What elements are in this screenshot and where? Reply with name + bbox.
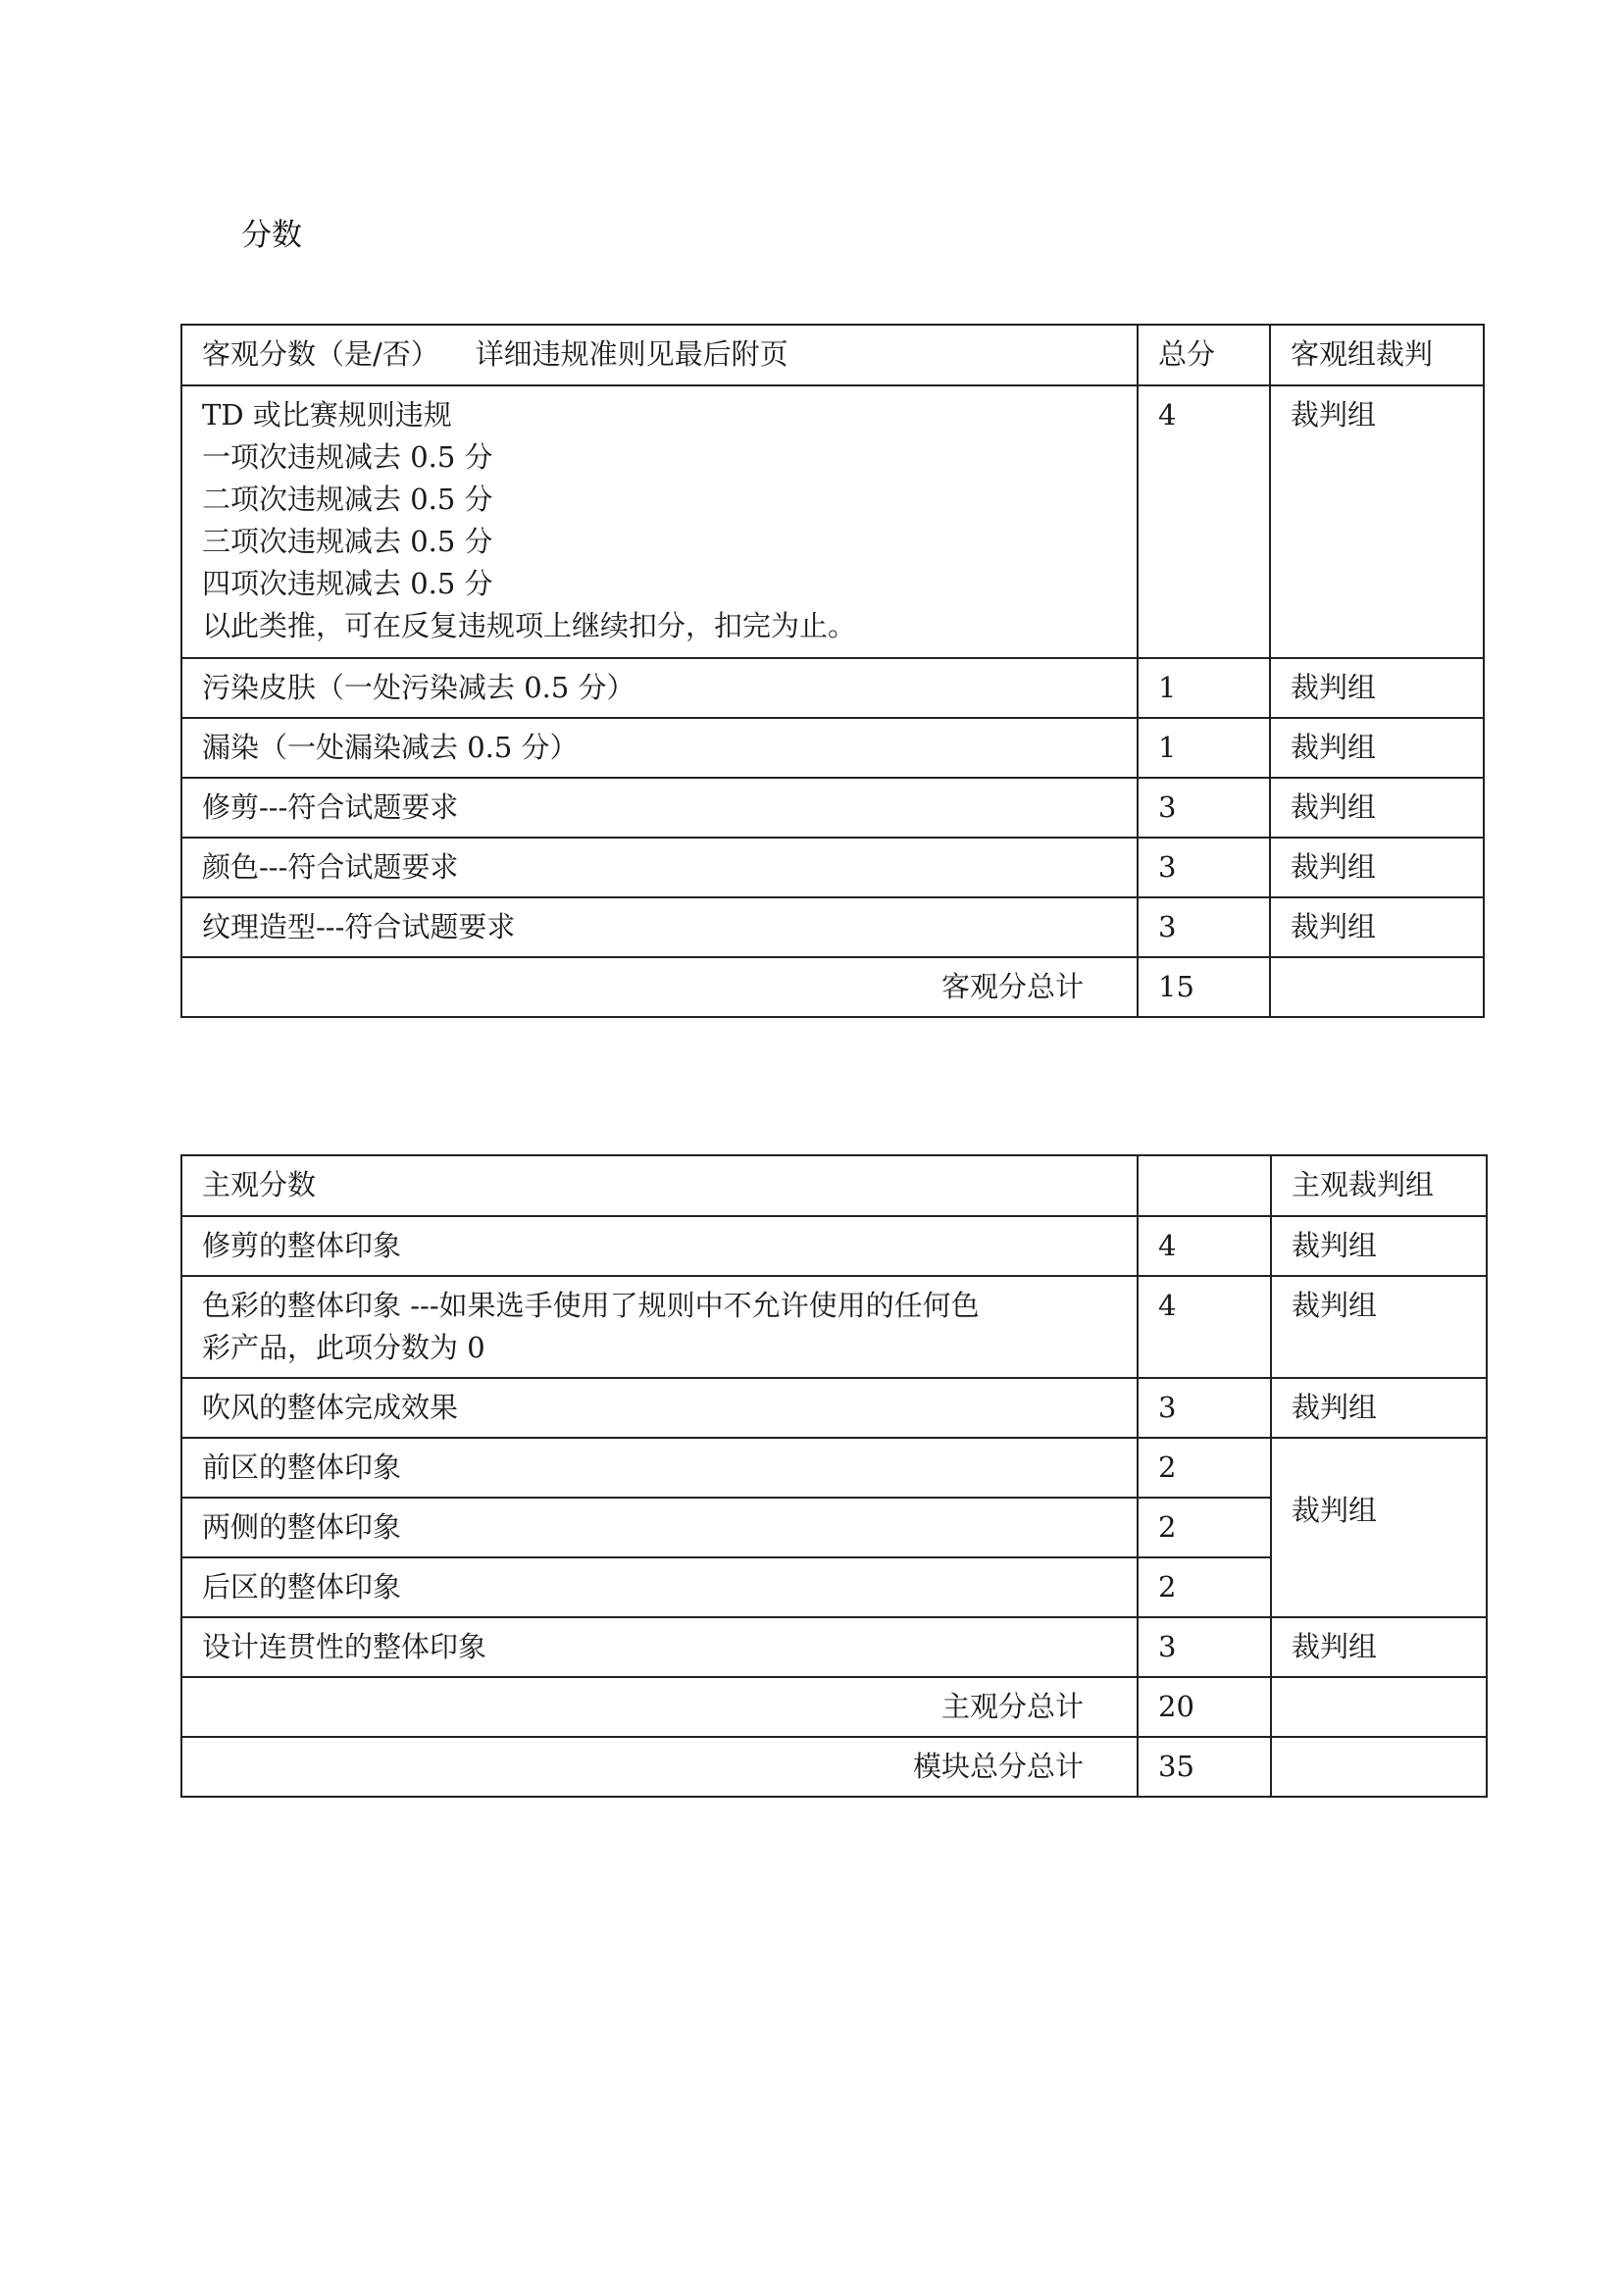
judge-cell: 裁判组 xyxy=(1271,1378,1487,1438)
score-cell: 2 xyxy=(1138,1498,1271,1557)
objective-judge-header: 客观组裁判 xyxy=(1270,325,1484,385)
table-row xyxy=(181,1276,1487,1378)
table-row xyxy=(181,838,1484,897)
judge-cell: 裁判组 xyxy=(1270,838,1484,897)
table-row xyxy=(181,778,1484,838)
criteria-cell xyxy=(181,1276,1138,1378)
judge-cell: 裁判组 xyxy=(1270,897,1484,957)
score-cell: 1 xyxy=(1138,718,1270,778)
criteria-line: 以此类推，可在反复违规项上继续扣分，扣完为止。 xyxy=(202,609,857,642)
subjective-total-label: 主观分总计 xyxy=(181,1677,1138,1737)
table-row xyxy=(181,1378,1487,1438)
criteria-line: TD 或比赛规则违规 xyxy=(202,398,452,432)
objective-criteria-header: 客观分数（是/否） 详细违规准则见最后附页 xyxy=(181,325,1138,385)
score-cell: 3 xyxy=(1138,778,1270,838)
empty-cell xyxy=(1271,1737,1487,1797)
table-header-row xyxy=(181,1155,1487,1216)
criteria-cell xyxy=(181,778,1138,838)
merged-judge-cell: 裁判组 xyxy=(1271,1438,1487,1617)
judge-cell: 裁判组 xyxy=(1270,778,1484,838)
criteria-line: 三项次违规减去 0.5 分 xyxy=(202,525,493,558)
empty-cell xyxy=(1270,957,1484,1017)
empty-cell xyxy=(1271,1677,1487,1737)
score-cell: 4 xyxy=(1138,385,1270,658)
subjective-score-table xyxy=(180,1154,1488,1798)
criteria-cell xyxy=(181,838,1138,897)
criteria-cell xyxy=(181,897,1138,957)
judge-cell: 裁判组 xyxy=(1270,718,1484,778)
criteria-line: 吹风的整体完成效果 xyxy=(202,1391,459,1424)
criteria-line: 彩产品，此项分数为 0 xyxy=(202,1331,485,1364)
objective-total-row xyxy=(181,957,1484,1017)
judge-cell: 裁判组 xyxy=(1271,1216,1487,1276)
criteria-line: 两侧的整体印象 xyxy=(202,1510,402,1544)
criteria-line: 漏染（一处漏染减去 0.5 分） xyxy=(202,731,579,764)
criteria-line: 一项次违规减去 0.5 分 xyxy=(202,440,493,474)
objective-score-table xyxy=(180,324,1485,1018)
criteria-line: 四项次违规减去 0.5 分 xyxy=(202,567,493,600)
grand-total-label: 模块总分总计 xyxy=(181,1737,1138,1797)
judge-cell: 裁判组 xyxy=(1270,658,1484,718)
subjective-total-row xyxy=(181,1677,1487,1737)
criteria-cell xyxy=(181,1557,1138,1617)
table-header-row xyxy=(181,325,1484,385)
criteria-line: 后区的整体印象 xyxy=(202,1570,402,1604)
criteria-cell xyxy=(181,1617,1138,1677)
grand-total-score: 35 xyxy=(1138,1737,1271,1797)
criteria-line: 颜色---符合试题要求 xyxy=(202,850,459,884)
criteria-cell xyxy=(181,1498,1138,1557)
score-cell: 3 xyxy=(1138,1617,1271,1677)
criteria-line: 色彩的整体印象 ---如果选手使用了规则中不允许使用的任何色 xyxy=(202,1289,980,1322)
score-cell: 3 xyxy=(1138,897,1270,957)
score-cell: 3 xyxy=(1138,1378,1271,1438)
page-heading: 分数 xyxy=(241,218,302,253)
score-cell: 3 xyxy=(1138,838,1270,897)
criteria-cell xyxy=(181,1438,1138,1498)
criteria-line: 纹理造型---符合试题要求 xyxy=(202,910,516,943)
table-row xyxy=(181,658,1484,718)
table-row xyxy=(181,1216,1487,1276)
subjective-criteria-header: 主观分数 xyxy=(181,1155,1138,1216)
table-row xyxy=(181,718,1484,778)
score-cell: 4 xyxy=(1138,1216,1271,1276)
score-cell: 2 xyxy=(1138,1557,1271,1617)
criteria-line: 设计连贯性的整体印象 xyxy=(202,1630,487,1663)
subjective-score-header xyxy=(1138,1155,1271,1216)
table-row xyxy=(181,1617,1487,1677)
table-row xyxy=(181,897,1484,957)
objective-total-label: 客观分总计 xyxy=(181,957,1138,1017)
criteria-cell xyxy=(181,1216,1138,1276)
criteria-cell xyxy=(181,658,1138,718)
criteria-line: 前区的整体印象 xyxy=(202,1451,402,1484)
criteria-cell xyxy=(181,1378,1138,1438)
objective-total-score: 15 xyxy=(1138,957,1270,1017)
criteria-line: 污染皮肤（一处污染减去 0.5 分） xyxy=(202,671,635,704)
score-cell: 4 xyxy=(1138,1276,1271,1378)
score-cell: 2 xyxy=(1138,1438,1271,1498)
objective-score-header: 总分 xyxy=(1138,325,1270,385)
criteria-cell xyxy=(181,385,1138,658)
judge-cell: 裁判组 xyxy=(1271,1276,1487,1378)
judge-cell: 裁判组 xyxy=(1271,1617,1487,1677)
criteria-line: 二项次违规减去 0.5 分 xyxy=(202,483,493,516)
judge-cell: 裁判组 xyxy=(1270,385,1484,658)
criteria-line: 修剪---符合试题要求 xyxy=(202,790,459,824)
score-cell: 1 xyxy=(1138,658,1270,718)
table-row xyxy=(181,385,1484,658)
table-row xyxy=(181,1438,1487,1498)
criteria-cell xyxy=(181,718,1138,778)
criteria-line: 修剪的整体印象 xyxy=(202,1229,402,1262)
subjective-judge-header: 主观裁判组 xyxy=(1271,1155,1487,1216)
subjective-total-score: 20 xyxy=(1138,1677,1271,1737)
grand-total-row xyxy=(181,1737,1487,1797)
